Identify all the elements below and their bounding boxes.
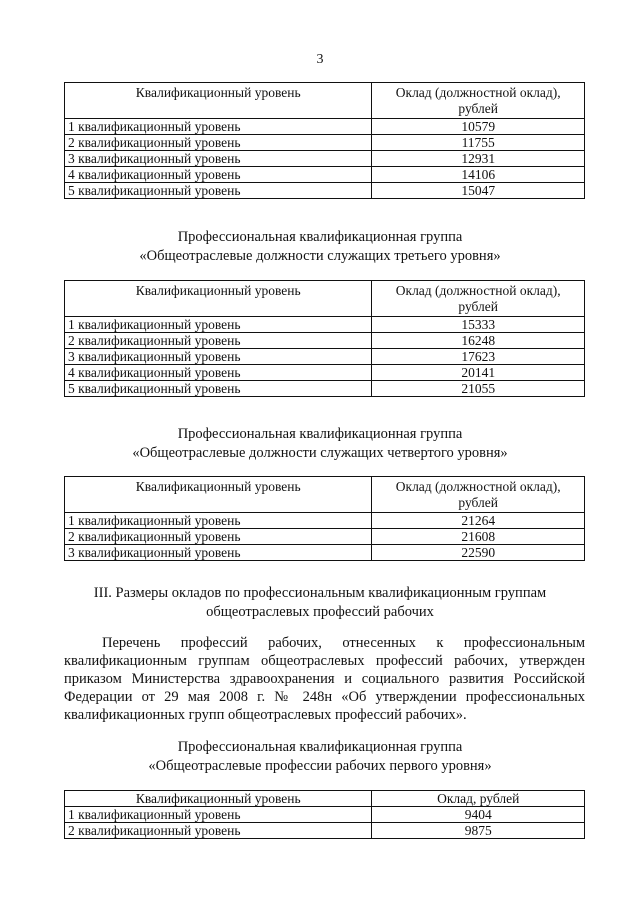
header-salary: Оклад (должностной оклад), рублей xyxy=(372,83,585,119)
header-level: Квалификационный уровень xyxy=(65,83,372,119)
table-row xyxy=(65,529,585,545)
table-header-row xyxy=(65,281,585,317)
table-row xyxy=(65,381,585,397)
cell-salary: 11755 xyxy=(372,135,585,151)
cell-salary: 9404 xyxy=(372,807,585,823)
cell-level: 1 квалификационный уровень xyxy=(65,317,372,333)
table-row xyxy=(65,513,585,529)
table-row xyxy=(65,807,585,823)
header-level: Квалификационный уровень xyxy=(65,281,372,317)
cell-level: 2 квалификационный уровень xyxy=(65,333,372,349)
table-header-row xyxy=(65,83,585,119)
cell-level: 2 квалификационный уровень xyxy=(65,529,372,545)
paragraph-text: Перечень профессий рабочих, отнесенных к профессиональным квалификационным группам общеотраслевых профессий рабочих, утвержден приказом Министерства здравоохранения и социального развития Российской Федерации от 29 мая 2008 г. № 248н «Об утверждении профессиональных квалификационных групп общеотраслевых профессий рабочих». xyxy=(64,635,585,723)
table-row xyxy=(65,135,585,151)
cell-salary: 15333 xyxy=(372,317,585,333)
table-row xyxy=(65,167,585,183)
salary-table-2 xyxy=(64,280,585,397)
cell-level: 1 квалификационный уровень xyxy=(65,513,372,529)
cell-level: 1 квалификационный уровень xyxy=(65,807,372,823)
cell-level: 2 квалификационный уровень xyxy=(65,823,372,839)
cell-salary: 20141 xyxy=(372,365,585,381)
cell-salary: 12931 xyxy=(372,151,585,167)
cell-salary: 9875 xyxy=(372,823,585,839)
cell-level: 2 квалификационный уровень xyxy=(65,135,372,151)
caption-line-2: «Общеотраслевые должности служащих третьего уровня» xyxy=(139,248,501,264)
header-level: Квалификационный уровень xyxy=(65,791,372,807)
cell-salary: 14106 xyxy=(372,167,585,183)
table-row xyxy=(65,545,585,561)
cell-salary: 21264 xyxy=(372,513,585,529)
caption-line-2: «Общеотраслевые должности служащих четвертого уровня» xyxy=(132,445,508,461)
table-header-row xyxy=(65,477,585,513)
table-row xyxy=(65,349,585,365)
table-row xyxy=(65,365,585,381)
group-caption-third-level xyxy=(0,228,640,266)
caption-line-1: Профессиональная квалификационная группа xyxy=(177,739,463,755)
cell-level: 5 квалификационный уровень xyxy=(65,381,372,397)
table-row xyxy=(65,183,585,199)
header-salary: Оклад, рублей xyxy=(372,791,585,807)
section-heading-iii xyxy=(0,584,640,622)
cell-salary: 21055 xyxy=(372,381,585,397)
table-row xyxy=(65,333,585,349)
header-salary: Оклад (должностной оклад), рублей xyxy=(372,281,585,317)
caption-line-1: Профессиональная квалификационная группа xyxy=(177,426,463,442)
cell-level: 3 квалификационный уровень xyxy=(65,349,372,365)
cell-level: 4 квалификационный уровень xyxy=(65,167,372,183)
table-row xyxy=(65,119,585,135)
cell-salary: 17623 xyxy=(372,349,585,365)
cell-salary: 16248 xyxy=(372,333,585,349)
cell-salary: 21608 xyxy=(372,529,585,545)
salary-table-4 xyxy=(64,790,585,839)
cell-level: 4 квалификационный уровень xyxy=(65,365,372,381)
group-caption-fourth-level xyxy=(0,425,640,463)
cell-level: 1 квалификационный уровень xyxy=(65,119,372,135)
header-level: Квалификационный уровень xyxy=(65,477,372,513)
cell-salary: 15047 xyxy=(372,183,585,199)
cell-level: 3 квалификационный уровень xyxy=(65,545,372,561)
caption-line-1: Профессиональная квалификационная группа xyxy=(177,229,463,245)
salary-table-3 xyxy=(64,476,585,561)
table-row xyxy=(65,823,585,839)
salary-table-1 xyxy=(64,82,585,199)
cell-level: 5 квалификационный уровень xyxy=(65,183,372,199)
cell-level: 3 квалификационный уровень xyxy=(65,151,372,167)
table-header-row xyxy=(65,791,585,807)
professions-paragraph xyxy=(64,634,585,724)
group-caption-workers-first-level xyxy=(0,738,640,776)
cell-salary: 22590 xyxy=(372,545,585,561)
table-row xyxy=(65,317,585,333)
header-salary: Оклад (должностной оклад), рублей xyxy=(372,477,585,513)
cell-salary: 10579 xyxy=(372,119,585,135)
section-line-2: общеотраслевых профессий рабочих xyxy=(206,604,434,620)
table-row xyxy=(65,151,585,167)
caption-line-2: «Общеотраслевые профессии рабочих первого уровня» xyxy=(148,758,492,774)
section-line-1: III. Размеры окладов по профессиональным квалификационным группам xyxy=(93,585,547,601)
page-number: 3 xyxy=(316,52,324,67)
